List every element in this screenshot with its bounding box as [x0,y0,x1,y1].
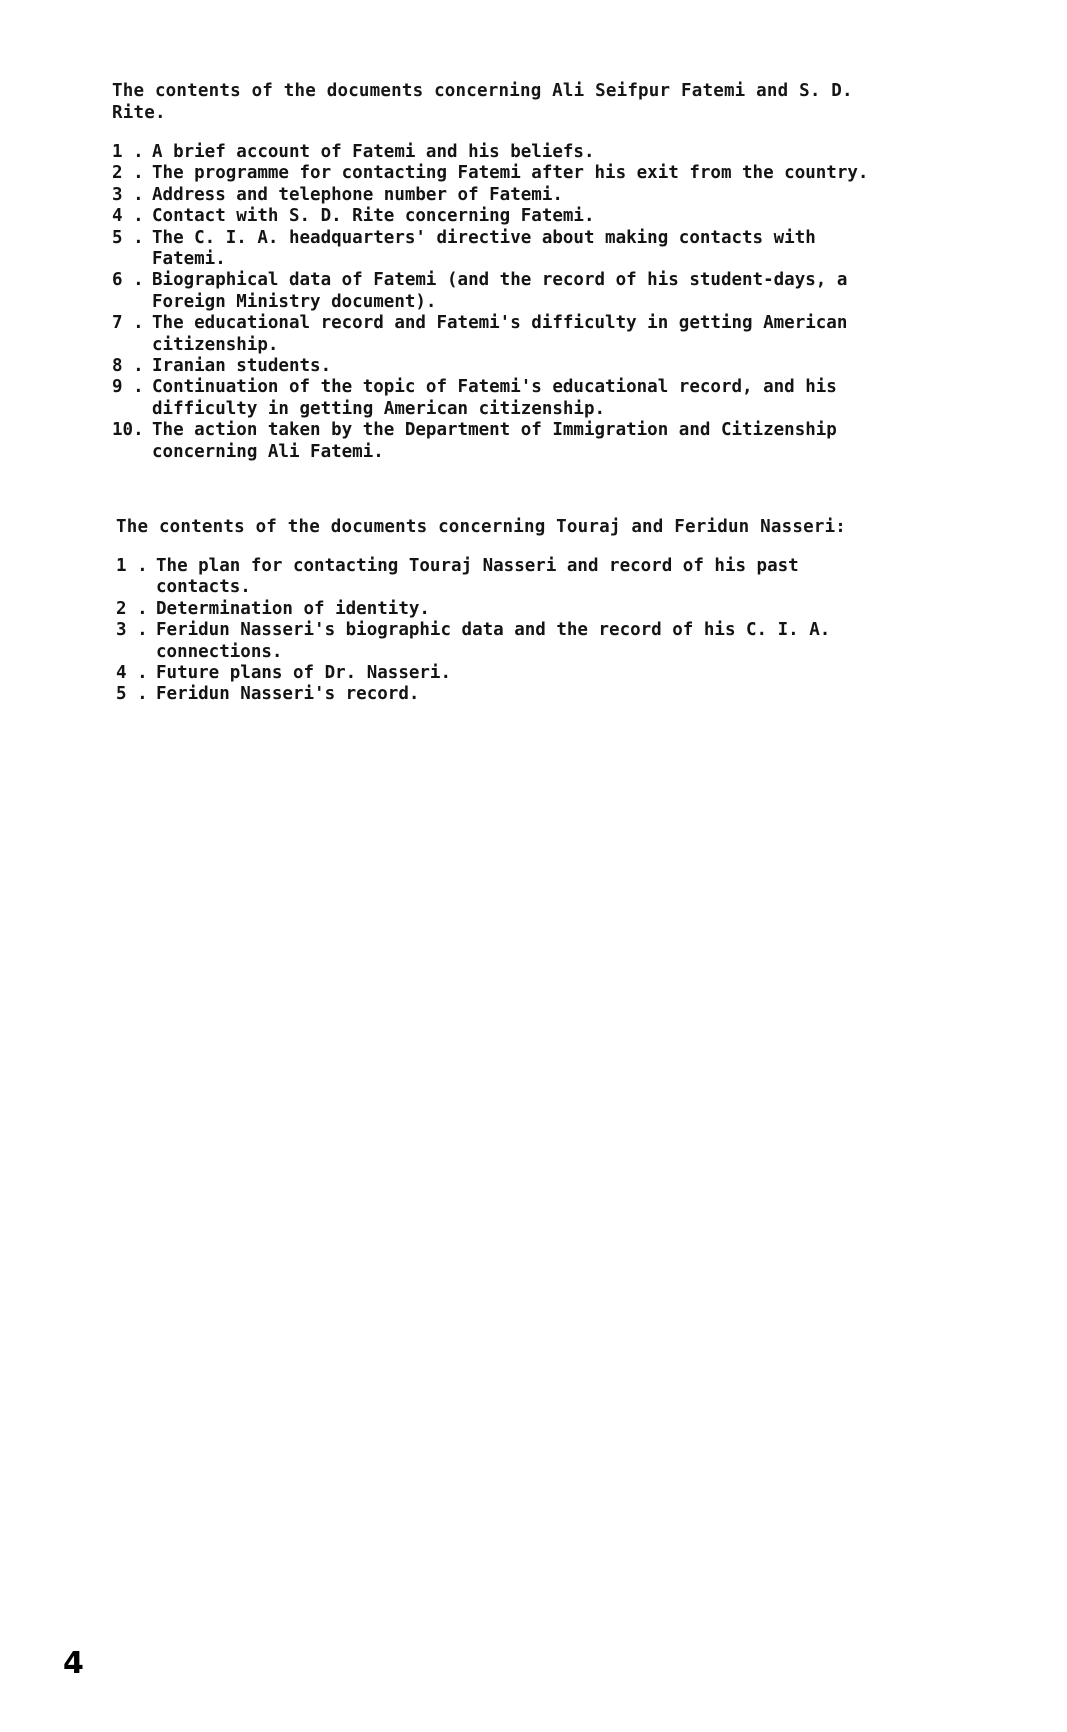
list-item [116,556,896,599]
item-number: 4 . [112,206,144,227]
section-heading: The contents of the documents concerning Touraj and Feridun Nasseri: [116,517,847,537]
item-text: Future plans of Dr. Nasseri. [156,663,452,684]
list-item [112,228,892,271]
list-item [116,684,896,705]
item-text: The C. I. A. headquarters' directive about making contacts with Fatemi. [152,227,816,270]
list-item [116,599,896,620]
list-item [112,206,892,227]
item-number: 2 . [116,598,148,619]
item-number: 5 . [112,227,144,248]
item-number: 4 . [116,663,148,684]
item-number: 1 . [116,556,148,576]
item-text: Contact with S. D. Rite concerning Fatemi. [152,206,595,227]
item-number: 1 . [112,142,144,162]
list-item [112,377,892,420]
item-text: Iranian students. [152,356,332,377]
section-nasseri [116,516,896,706]
item-text: A brief account of Fatemi and his beliefs. [152,142,595,162]
section-heading: The contents of the documents concerning Ali Seifpur Fatemi and S. D. Rite. [112,81,853,123]
item-text: The educational record and Fatemi's difficulty in getting American citizenship. [152,313,848,355]
item-text: Biographical data of Fatemi (and the record of his student-days, a Foreign Ministry document). [152,270,848,312]
page-number: 4 [63,1646,84,1681]
list-item [112,185,892,206]
item-number: 9 . [112,377,144,398]
item-text: The plan for contacting Touraj Nasseri and record of his past contacts. [156,556,799,598]
list-item [112,142,892,163]
section-fatemi [112,80,892,463]
item-number: 2 . [112,163,144,184]
item-number: 3 . [116,620,148,641]
item-text: Feridun Nasseri's record. [156,684,420,705]
item-text: The programme for contacting Fatemi after his exit from the country. [152,163,869,184]
item-text: Feridun Nasseri's biographic data and the record of his C. I. A. connections. [156,620,831,662]
list-item [112,356,892,377]
list-item [116,663,896,684]
item-number: 5 . [116,684,148,705]
item-number: 6 . [112,270,144,291]
item-number: 8 . [112,356,144,377]
item-number: 7 . [112,313,144,334]
item-number: 3 . [112,184,144,205]
item-text: Continuation of the topic of Fatemi's educational record, and his difficulty in getting American citizenship. [152,377,837,419]
item-text: Address and telephone number of Fatemi. [152,184,563,205]
list-item [116,620,896,663]
item-text: The action taken by the Department of Immigration and Citizenship concerning Ali Fatemi. [152,420,837,462]
item-text: Determination of identity. [156,598,430,619]
document-list [112,142,892,463]
list-item [112,270,892,313]
item-number: 10. [112,420,144,441]
list-item [112,420,892,463]
list-item [112,163,892,184]
list-item [112,313,892,356]
document-list [116,556,896,706]
